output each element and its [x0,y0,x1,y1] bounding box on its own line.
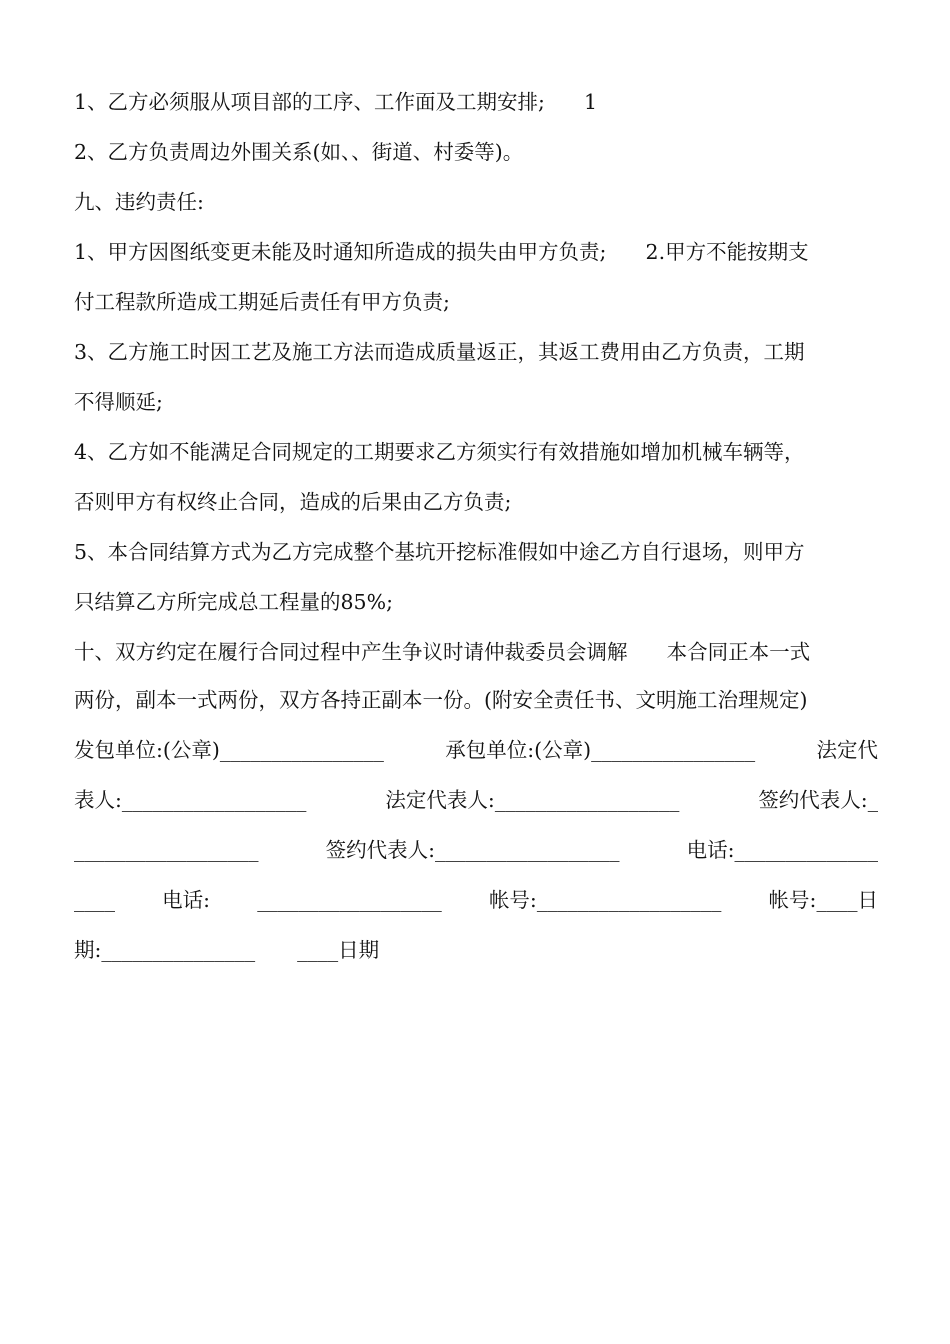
clause-line-1: 1、乙方必须服从项目部的工序、工作面及工期安排; 1 [74,90,598,114]
signature-line-2 [74,785,878,815]
clause-line-12: 十、双方约定在履行合同过程中产生争议时请仲裁委员会调解 本合同正本一式 [74,640,811,664]
clause-line-10: 5、本合同结算方式为乙方完成整个基坑开挖标准假如中途乙方自行退场，则甲方 [74,540,805,564]
clause-line-13: 两份，副本一式两份，双方各持正副本一份。(附安全责任书、文明施工治理规定) [74,688,808,712]
account-field: 帐号:__________________ [488,888,722,912]
date-field: 期:_______________ [74,938,256,962]
clause-line-7: 不得顺延; [74,390,163,414]
employer-seal-field: 发包单位:(公章)________________ [74,738,384,762]
signature-line-3 [74,835,878,865]
date-field-2: ____日期 [297,938,380,962]
clause-line-11: 只结算乙方所完成总工程量的85%; [74,590,393,614]
clause-line-9: 否则甲方有权终止合同，造成的后果由乙方负责; [74,490,512,514]
signature-line-4 [74,885,878,915]
phone-blank-end: ____ [74,888,115,912]
signing-rep-field: 签约代表人:__________________ [325,838,620,862]
legal-rep-field: 法定代表人:__________________ [385,788,680,812]
phone-field: 电话:______________ [686,838,878,862]
section-heading-breach: 九、违约责任: [74,190,204,214]
legal-rep-label-end: 表人:__________________ [74,788,307,812]
legal-rep-label-start: 法定代 [816,738,878,762]
clause-line-8: 4、乙方如不能满足合同规定的工期要求乙方须实行有效措施如增加机械车辆等， [74,440,805,464]
clause-line-4: 1、甲方因图纸变更未能及时通知所造成的损失由甲方负责; 2.甲方不能按期支 [74,240,809,264]
clause-line-6: 3、乙方施工时因工艺及施工方法而造成质量返正，其返工费用由乙方负责，工期 [74,340,805,364]
phone-blank: __________________ [257,888,442,912]
signing-rep-label-start: 签约代表人:_ [758,788,878,812]
clause-line-2: 2、乙方负责周边外围关系(如、、街道、村委等)。 [74,140,524,164]
signature-line-1 [74,735,878,765]
phone-label: 电话: [162,888,211,912]
signature-line-5 [74,935,878,965]
contractor-seal-field: 承包单位:(公章)________________ [445,738,756,762]
clause-line-5: 付工程款所造成工期延后责任有甲方负责; [74,290,450,314]
signing-rep-blank: __________________ [74,838,259,862]
account-date-field: 帐号:____日 [768,888,878,912]
